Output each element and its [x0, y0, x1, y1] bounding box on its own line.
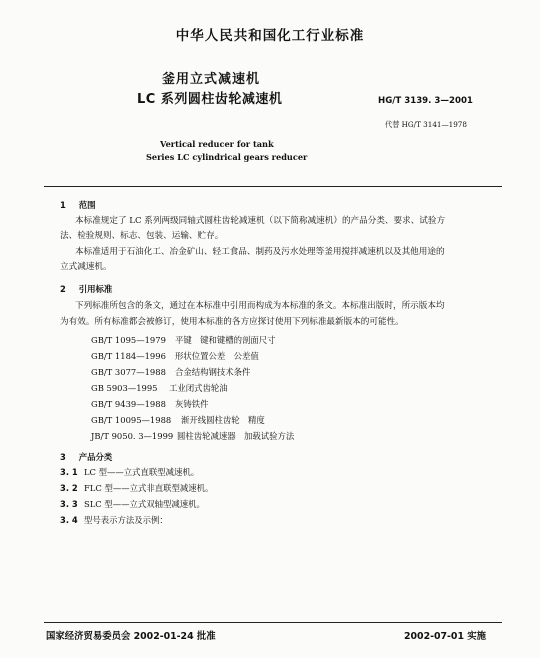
classification-item: [60, 466, 199, 478]
reference-title: 灰铸铁件: [175, 399, 209, 409]
footer-rule: [44, 622, 502, 623]
section3-number: 3: [60, 452, 66, 462]
clause-number: 3. 4: [60, 515, 78, 525]
issuer-title: 中华人民共和国化工行业标准: [175, 28, 365, 44]
clause-number: 3. 3: [60, 499, 78, 509]
reference-row: [91, 350, 259, 362]
reference-code: GB 5903—1995: [91, 383, 158, 393]
implementation-date: 2002-07-01 实施: [404, 631, 486, 642]
reference-code: GB/T 10095—1988: [91, 415, 172, 425]
section1-heading: [60, 199, 96, 211]
standard-title-line2: LC 系列圆柱齿轮减速机: [137, 92, 283, 107]
section2-heading: [60, 283, 112, 295]
reference-code: GB/T 1184—1996: [91, 351, 166, 361]
reference-title: 平键 键和键槽的剖面尺寸: [175, 335, 276, 345]
reference-row: [91, 414, 265, 426]
section2-number: 2: [60, 284, 66, 294]
approval-line: 国家经济贸易委员会 2002-01-24 批准: [46, 631, 216, 642]
reference-title: 工业闭式齿轮油: [169, 383, 228, 393]
clause-number: 3. 1: [60, 467, 78, 477]
reference-title: 形状位置公差 公差值: [175, 351, 259, 361]
reference-row: [91, 382, 228, 394]
section3-heading: [60, 451, 112, 463]
reference-row: [91, 430, 294, 442]
reference-row: [91, 366, 250, 378]
classification-item: [60, 514, 168, 526]
header-rule: [44, 186, 502, 187]
section1-para2-line1: 本标准适用于石油化工、冶金矿山、轻工食品、制药及污水处理等釜用搅拌减速机以及其他用途的: [75, 247, 445, 257]
clause-text: FLC 型——立式非直联型减速机。: [84, 483, 214, 493]
reference-title: 合金结构钢技术条件: [175, 367, 251, 377]
section1-title: 范围: [78, 200, 96, 210]
standard-number: HG/T 3139. 3—2001: [378, 96, 473, 106]
section2-title: 引用标准: [78, 284, 113, 294]
section3-title: 产品分类: [78, 452, 113, 462]
classification-item: [60, 482, 213, 494]
clause-text: LC 型——立式直联型减速机。: [84, 467, 200, 477]
section1-para1-line1: 本标准规定了 LC 系列两级同轴式圆柱齿轮减速机（以下简称减速机）的产品分类、要求、试验方: [75, 216, 446, 226]
english-title-line2: Series LC cylindrical gears reducer: [146, 152, 308, 162]
reference-title: 圆柱齿轮减速器 加载试验方法: [177, 431, 295, 441]
english-title-line1: Vertical reducer for tank: [160, 139, 274, 149]
section2-para-line2: 为有效。所有标准都会被修订，使用本标准的各方应探讨使用下列标准最新版本的可能性。: [60, 317, 404, 327]
replaces-standard: 代替 HG/T 3141—1978: [385, 120, 467, 129]
reference-code: JB/T 9050. 3—1999: [91, 431, 174, 441]
section1-para2-line2: 立式减速机。: [60, 262, 112, 272]
standard-title-line1: 釜用立式减速机: [162, 72, 261, 87]
section2-para-line1: 下列标准所包含的条文，通过在本标准中引用而构成为本标准的条文。本标准出版时，所示版本均: [75, 301, 445, 311]
reference-code: GB/T 3077—1988: [91, 367, 166, 377]
section1-para1-line2: 法、检验规则、标志、包装、运输、贮存。: [60, 231, 224, 241]
reference-code: GB/T 1095—1979: [91, 335, 166, 345]
reference-title: 渐开线圆柱齿轮 精度: [181, 415, 265, 425]
clause-text: SLC 型——立式双轴型减速机。: [84, 499, 205, 509]
reference-row: [91, 398, 209, 410]
section1-number: 1: [60, 200, 66, 210]
clause-number: 3. 2: [60, 483, 78, 493]
clause-text: 型号表示方法及示例：: [84, 515, 168, 525]
reference-row: [91, 334, 276, 346]
reference-code: GB/T 9439—1988: [91, 399, 166, 409]
classification-item: [60, 498, 205, 510]
